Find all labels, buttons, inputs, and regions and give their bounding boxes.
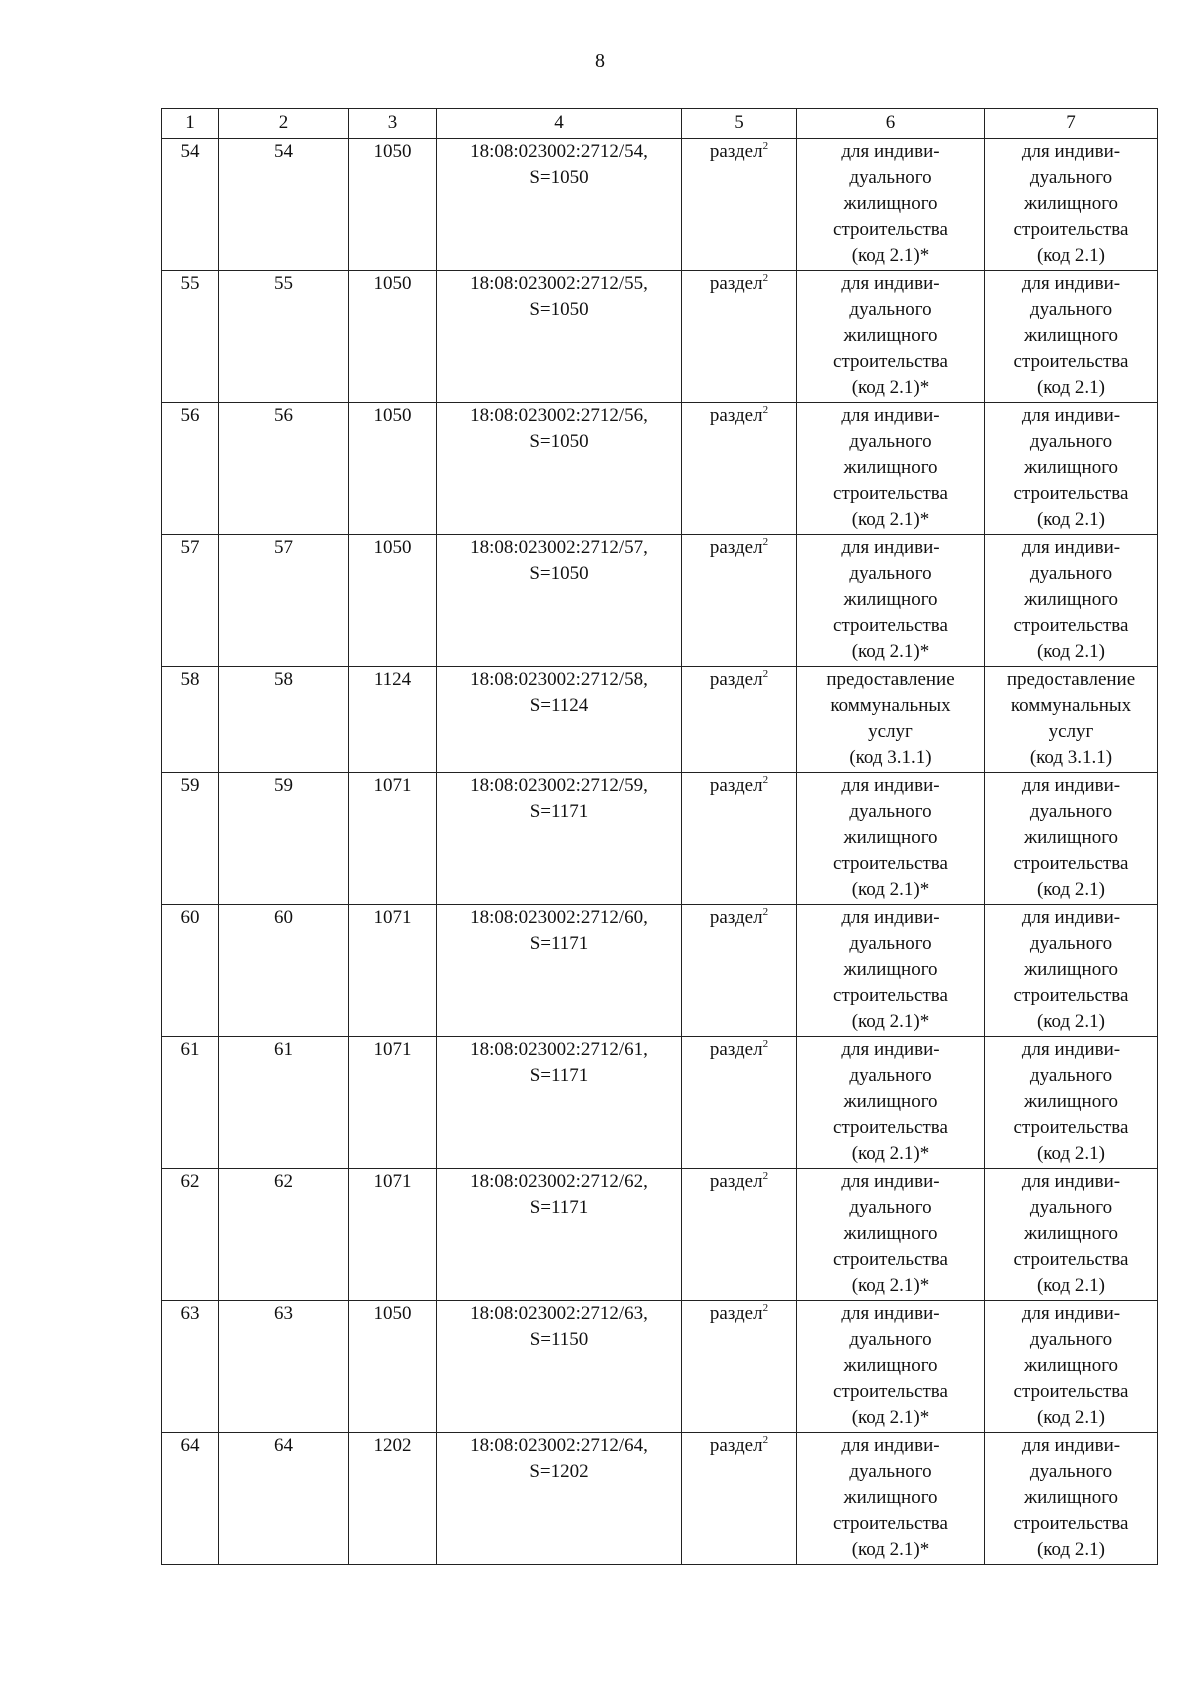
footnote-marker: 2: [762, 1170, 769, 1182]
permitted-use-line: жилищного: [843, 325, 938, 346]
cell-permitted-use-requested: [797, 1301, 985, 1433]
permitted-use-line: жилищного: [1023, 1487, 1119, 1508]
permitted-use-line: услуг: [868, 721, 913, 742]
permitted-use-line: строительства: [1013, 1381, 1129, 1402]
cell-permitted-use-requested: [797, 773, 985, 905]
permitted-use-line: строительства: [1013, 1513, 1129, 1534]
permitted-use-line: строительства: [833, 985, 948, 1006]
cell-permitted-use-requested: [797, 667, 985, 773]
method-text: раздел: [709, 273, 763, 294]
cadastral-area-text: S=1150: [529, 1329, 589, 1350]
table-row: [162, 139, 1158, 271]
cell-cadastral-number: [437, 139, 682, 271]
cadastral-area-text: S=1171: [529, 1065, 589, 1086]
permitted-use-line: жилищного: [843, 1091, 938, 1112]
permitted-use-line: для индиви-: [841, 775, 940, 796]
table-row: [162, 773, 1158, 905]
cell-permitted-use-requested: [797, 905, 985, 1037]
permitted-use-line: дуального: [1029, 1329, 1113, 1350]
method-text: раздел: [709, 1303, 763, 1324]
column-header: 5: [682, 109, 797, 139]
cell-plot-number: 62: [219, 1169, 349, 1301]
cadastral-area-text: S=1050: [529, 431, 589, 452]
footnote-marker: 2: [762, 906, 769, 918]
permitted-use-line: (код 2.1)*: [851, 1407, 930, 1428]
permitted-use-line: дуального: [1029, 431, 1113, 452]
table-header-row: [162, 109, 1158, 139]
permitted-use-line: предоставление: [826, 669, 955, 690]
cell-plot-number: 58: [219, 667, 349, 773]
footnote-marker: 2: [762, 774, 769, 786]
permitted-use-line: предоставление: [1006, 669, 1136, 690]
permitted-use-line: дуального: [1029, 299, 1113, 320]
permitted-use-line: для индиви-: [1021, 537, 1121, 558]
cell-cadastral-number: [437, 773, 682, 905]
cell-permitted-use-established: [985, 773, 1158, 905]
permitted-use-line: строительства: [833, 219, 948, 240]
cell-cadastral-number: [437, 905, 682, 1037]
method-text: раздел: [709, 775, 763, 796]
table-row: [162, 667, 1158, 773]
cell-permitted-use-requested: [797, 535, 985, 667]
cell-cadastral-number: [437, 271, 682, 403]
method-text: раздел: [709, 669, 763, 690]
permitted-use-line: (код 2.1): [1036, 1143, 1106, 1164]
method-text: раздел: [709, 1039, 763, 1060]
cell-area: 1050: [349, 403, 437, 535]
permitted-use-line: для индиви-: [1021, 907, 1121, 928]
permitted-use-line: для индиви-: [1021, 405, 1121, 426]
permitted-use-line: дуального: [849, 1461, 932, 1482]
cadastral-number-text: 18:08:023002:2712/55,: [470, 273, 648, 294]
permitted-use-line: (код 2.1)*: [851, 1011, 930, 1032]
cell-area: 1202: [349, 1433, 437, 1565]
cell-method: [682, 1433, 797, 1565]
permitted-use-line: (код 3.1.1): [849, 747, 932, 768]
permitted-use-line: для индиви-: [1021, 141, 1121, 162]
permitted-use-line: дуального: [849, 933, 932, 954]
cadastral-area-text: S=1050: [529, 563, 589, 584]
cell-permitted-use-established: [985, 271, 1158, 403]
permitted-use-line: строительства: [1013, 853, 1129, 874]
permitted-use-line: (код 2.1): [1036, 1407, 1106, 1428]
cadastral-number-text: 18:08:023002:2712/63,: [470, 1303, 648, 1324]
cell-method: [682, 1169, 797, 1301]
permitted-use-line: для индиви-: [841, 907, 940, 928]
cadastral-area-text: S=1171: [529, 1197, 589, 1218]
cadastral-number-text: 18:08:023002:2712/54,: [470, 141, 648, 162]
permitted-use-line: строительства: [833, 853, 948, 874]
permitted-use-line: (код 2.1)*: [851, 509, 930, 530]
cell-area: 1050: [349, 535, 437, 667]
cell-area: 1071: [349, 1169, 437, 1301]
permitted-use-line: дуального: [1029, 933, 1113, 954]
cell-permitted-use-requested: [797, 1433, 985, 1565]
footnote-marker: 2: [762, 1038, 769, 1050]
permitted-use-line: (код 2.1)*: [851, 1539, 930, 1560]
method-text: раздел: [709, 907, 763, 928]
permitted-use-line: (код 2.1): [1036, 1275, 1106, 1296]
cell-method: [682, 271, 797, 403]
cell-row-number: 57: [162, 535, 219, 667]
cell-row-number: 61: [162, 1037, 219, 1169]
permitted-use-line: строительства: [1013, 483, 1129, 504]
permitted-use-line: (код 3.1.1): [1029, 747, 1113, 768]
cadastral-number-text: 18:08:023002:2712/56,: [470, 405, 648, 426]
cadastral-area-text: S=1171: [529, 933, 589, 954]
cadastral-number-text: 18:08:023002:2712/61,: [470, 1039, 648, 1060]
cell-permitted-use-established: [985, 535, 1158, 667]
cell-row-number: 54: [162, 139, 219, 271]
permitted-use-line: строительства: [833, 483, 948, 504]
cell-row-number: 59: [162, 773, 219, 905]
cadastral-area-text: S=1050: [529, 299, 589, 320]
permitted-use-line: жилищного: [843, 1355, 938, 1376]
cell-method: [682, 139, 797, 271]
cell-cadastral-number: [437, 1433, 682, 1565]
permitted-use-line: жилищного: [843, 1223, 938, 1244]
page-number: 8: [595, 50, 605, 72]
permitted-use-line: строительства: [833, 351, 948, 372]
method-text: раздел: [709, 1171, 763, 1192]
permitted-use-line: жилищного: [843, 959, 938, 980]
permitted-use-line: дуального: [1029, 1197, 1113, 1218]
cell-plot-number: 64: [219, 1433, 349, 1565]
permitted-use-line: (код 2.1): [1036, 377, 1106, 398]
cell-cadastral-number: [437, 1301, 682, 1433]
permitted-use-line: жилищного: [1023, 325, 1119, 346]
permitted-use-line: строительства: [833, 1513, 948, 1534]
cadastral-number-text: 18:08:023002:2712/59,: [470, 775, 648, 796]
permitted-use-line: жилищного: [843, 827, 938, 848]
permitted-use-line: строительства: [1013, 219, 1129, 240]
cell-permitted-use-established: [985, 1433, 1158, 1565]
cadastral-area-text: S=1050: [529, 167, 589, 188]
cell-plot-number: 55: [219, 271, 349, 403]
permitted-use-line: строительства: [833, 1117, 948, 1138]
permitted-use-line: для индиви-: [841, 537, 940, 558]
cell-permitted-use-established: [985, 1037, 1158, 1169]
permitted-use-line: дуального: [849, 1329, 932, 1350]
permitted-use-line: для индиви-: [1021, 273, 1121, 294]
footnote-marker: 2: [762, 140, 769, 152]
cell-area: 1071: [349, 905, 437, 1037]
permitted-use-line: (код 2.1)*: [851, 245, 930, 266]
cell-method: [682, 1037, 797, 1169]
table-row: [162, 1037, 1158, 1169]
permitted-use-line: жилищного: [1023, 457, 1119, 478]
permitted-use-line: дуального: [1029, 801, 1113, 822]
cadastral-area-text: S=1124: [529, 695, 589, 716]
permitted-use-line: коммунальных: [1010, 695, 1132, 716]
cell-row-number: 56: [162, 403, 219, 535]
footnote-marker: 2: [762, 272, 769, 284]
permitted-use-line: дуального: [1029, 1065, 1113, 1086]
cell-row-number: 60: [162, 905, 219, 1037]
permitted-use-line: строительства: [1013, 351, 1129, 372]
cell-permitted-use-requested: [797, 139, 985, 271]
table-row: [162, 403, 1158, 535]
column-header: 2: [219, 109, 349, 139]
table-row: [162, 1433, 1158, 1565]
permitted-use-line: дуального: [1029, 1461, 1113, 1482]
cell-plot-number: 56: [219, 403, 349, 535]
cadastral-number-text: 18:08:023002:2712/62,: [470, 1171, 648, 1192]
permitted-use-line: жилищного: [1023, 1091, 1119, 1112]
permitted-use-line: жилищного: [1023, 1223, 1119, 1244]
cell-method: [682, 773, 797, 905]
column-header: 1: [162, 109, 219, 139]
permitted-use-line: (код 2.1): [1036, 641, 1106, 662]
cell-plot-number: 59: [219, 773, 349, 905]
permitted-use-line: (код 2.1): [1036, 245, 1106, 266]
cadastral-number-text: 18:08:023002:2712/60,: [470, 907, 648, 928]
table-row: [162, 535, 1158, 667]
permitted-use-line: строительства: [833, 615, 948, 636]
permitted-use-line: строительства: [1013, 615, 1129, 636]
permitted-use-line: для индиви-: [841, 1039, 940, 1060]
table-row: [162, 271, 1158, 403]
footnote-marker: 2: [762, 1302, 769, 1314]
method-text: раздел: [709, 141, 763, 162]
cell-cadastral-number: [437, 1169, 682, 1301]
cell-area: 1050: [349, 139, 437, 271]
permitted-use-line: дуального: [1029, 167, 1113, 188]
permitted-use-line: строительства: [833, 1381, 948, 1402]
permitted-use-line: дуального: [849, 431, 932, 452]
permitted-use-line: жилищного: [1023, 827, 1119, 848]
permitted-use-line: дуального: [1029, 563, 1113, 584]
cell-permitted-use-requested: [797, 1037, 985, 1169]
permitted-use-line: жилищного: [1023, 193, 1119, 214]
cell-permitted-use-established: [985, 1301, 1158, 1433]
cell-permitted-use-requested: [797, 403, 985, 535]
permitted-use-line: (код 2.1): [1036, 879, 1106, 900]
permitted-use-line: для индиви-: [841, 405, 940, 426]
footnote-marker: 2: [762, 536, 769, 548]
permitted-use-line: для индиви-: [1021, 1435, 1121, 1456]
permitted-use-line: жилищного: [1023, 1355, 1119, 1376]
permitted-use-line: дуального: [849, 1065, 932, 1086]
cell-method: [682, 535, 797, 667]
permitted-use-line: для индиви-: [1021, 1039, 1121, 1060]
cadastral-number-text: 18:08:023002:2712/58,: [470, 669, 648, 690]
cell-permitted-use-established: [985, 905, 1158, 1037]
cell-permitted-use-requested: [797, 1169, 985, 1301]
cell-area: 1071: [349, 1037, 437, 1169]
cell-cadastral-number: [437, 403, 682, 535]
permitted-use-line: (код 2.1): [1036, 1011, 1106, 1032]
permitted-use-line: (код 2.1)*: [851, 377, 930, 398]
permitted-use-line: для индиви-: [1021, 775, 1121, 796]
permitted-use-line: (код 2.1): [1036, 509, 1106, 530]
permitted-use-line: для индиви-: [841, 1303, 940, 1324]
cell-plot-number: 54: [219, 139, 349, 271]
permitted-use-line: строительства: [1013, 1117, 1129, 1138]
cell-area: 1071: [349, 773, 437, 905]
cell-permitted-use-established: [985, 403, 1158, 535]
permitted-use-line: услуг: [1048, 721, 1094, 742]
permitted-use-line: для индиви-: [841, 141, 940, 162]
permitted-use-line: (код 2.1)*: [851, 879, 930, 900]
footnote-marker: 2: [762, 404, 769, 416]
permitted-use-line: для индиви-: [1021, 1171, 1121, 1192]
permitted-use-line: дуального: [849, 299, 932, 320]
permitted-use-line: дуального: [849, 1197, 932, 1218]
permitted-use-line: строительства: [833, 1249, 948, 1270]
permitted-use-line: для индиви-: [841, 1435, 940, 1456]
permitted-use-line: (код 2.1)*: [851, 641, 930, 662]
footnote-marker: 2: [762, 1434, 769, 1446]
column-header: 6: [797, 109, 985, 139]
permitted-use-line: для индиви-: [841, 1171, 940, 1192]
permitted-use-line: жилищного: [1023, 589, 1119, 610]
permitted-use-line: жилищного: [843, 457, 938, 478]
cell-row-number: 58: [162, 667, 219, 773]
cell-cadastral-number: [437, 535, 682, 667]
cell-plot-number: 60: [219, 905, 349, 1037]
footnote-marker: 2: [762, 668, 769, 680]
permitted-use-line: (код 2.1): [1036, 1539, 1106, 1560]
cell-cadastral-number: [437, 1037, 682, 1169]
cell-permitted-use-established: [985, 1169, 1158, 1301]
cadastral-area-text: S=1171: [529, 801, 589, 822]
table-row: [162, 1301, 1158, 1433]
cell-plot-number: 63: [219, 1301, 349, 1433]
cadastral-number-text: 18:08:023002:2712/64,: [470, 1435, 648, 1456]
cell-plot-number: 61: [219, 1037, 349, 1169]
cell-cadastral-number: [437, 667, 682, 773]
permitted-use-line: для индиви-: [1021, 1303, 1121, 1324]
table-row: [162, 905, 1158, 1037]
cell-method: [682, 905, 797, 1037]
permitted-use-line: жилищного: [843, 193, 938, 214]
permitted-use-line: жилищного: [843, 1487, 938, 1508]
permitted-use-line: дуального: [849, 563, 932, 584]
cell-area: 1124: [349, 667, 437, 773]
cell-permitted-use-established: [985, 139, 1158, 271]
permitted-use-line: коммунальных: [830, 695, 951, 716]
permitted-use-line: жилищного: [843, 589, 938, 610]
cell-area: 1050: [349, 271, 437, 403]
permitted-use-line: (код 2.1)*: [851, 1143, 930, 1164]
cadastral-number-text: 18:08:023002:2712/57,: [470, 537, 648, 558]
column-header: 4: [437, 109, 682, 139]
cell-row-number: 55: [162, 271, 219, 403]
cell-method: [682, 403, 797, 535]
cell-row-number: 62: [162, 1169, 219, 1301]
permitted-use-line: строительства: [1013, 1249, 1129, 1270]
cell-method: [682, 667, 797, 773]
column-header: 3: [349, 109, 437, 139]
cell-method: [682, 1301, 797, 1433]
method-text: раздел: [709, 537, 763, 558]
cell-area: 1050: [349, 1301, 437, 1433]
method-text: раздел: [709, 1435, 763, 1456]
cell-permitted-use-requested: [797, 271, 985, 403]
permitted-use-line: жилищного: [1023, 959, 1119, 980]
permitted-use-line: для индиви-: [841, 273, 940, 294]
cell-row-number: 63: [162, 1301, 219, 1433]
permitted-use-line: дуального: [849, 801, 932, 822]
permitted-use-line: (код 2.1)*: [851, 1275, 930, 1296]
cell-permitted-use-established: [985, 667, 1158, 773]
cadastral-area-text: S=1202: [529, 1461, 589, 1482]
method-text: раздел: [709, 405, 763, 426]
permitted-use-line: строительства: [1013, 985, 1129, 1006]
column-header: 7: [985, 109, 1158, 139]
permitted-use-line: дуального: [849, 167, 932, 188]
cell-plot-number: 57: [219, 535, 349, 667]
land-plots-table: [161, 108, 1158, 1565]
table-row: [162, 1169, 1158, 1301]
cell-row-number: 64: [162, 1433, 219, 1565]
